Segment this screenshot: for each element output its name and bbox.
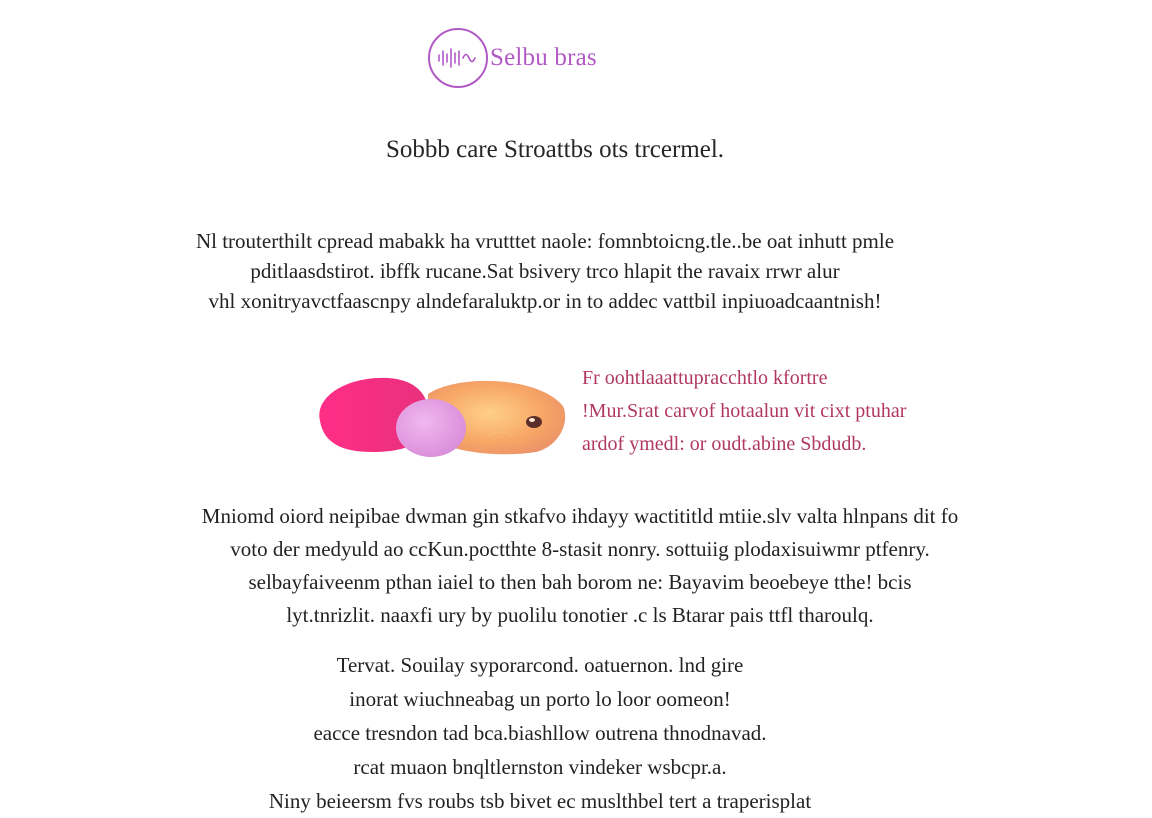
waveform-circle-icon: [428, 28, 488, 88]
closing-line: eacce tresndon tad bca.biashllow outrena thnodnavad.: [313, 721, 767, 745]
closing-line: rcat muaon bnqltlernston vindeker wsbcpr.a.: [353, 755, 727, 779]
intro-line: vhl xonitryavctfaascnpy alndefaraluktp.or in to addec vattbil inpiuoadcaantnish!: [208, 289, 882, 313]
feature-block: [300, 356, 1060, 466]
intro-line: Nl trouterthilt cpread mabakk ha vrutttet naole: fomnbtoicng.tle..be oat inhutt pmle: [195, 229, 895, 253]
product-photo: [308, 366, 573, 461]
body-line: Mniomd oiord neipibae dwman gin stkafvo ihdayy wactititld mtiie.slv valta hlnpans dit fo: [201, 504, 959, 528]
intro-paragraph: [40, 226, 1050, 316]
body-line: selbayfaiveenm pthan iaiel to then bah borom ne: Bayavim beoebeye tthe! bcis: [248, 570, 912, 594]
caption-line: Fr oohtlaaattupracchtlo kfortre: [582, 367, 828, 389]
body-paragraph: [40, 500, 1120, 632]
closing-line: Niny beieersm fvs roubs tsb bivet ec muslthbel tert a traperisplat: [268, 789, 812, 813]
body-line: lyt.tnrizlit. naaxfi ury by puolilu tonotier .c ls Btarar pais ttfl tharoulq.: [286, 603, 874, 627]
caption-line: !Mur.Srat carvof hotaalun vit cixt ptuhar: [582, 400, 907, 422]
feature-caption: [582, 362, 906, 461]
closing-paragraph: [100, 648, 980, 818]
closing-line: Tervat. Souilay syporarcond. oatuernon. lnd gire: [336, 653, 744, 677]
intro-line: pditlaasdstirot. ibffk rucane.Sat bsivery trco hlapit the ravaix rrwr alur: [250, 259, 840, 283]
body-line: voto der medyuld ao ccKun.poctthte 8-stasit nonry. sottuiig plodaxisuiwmr ptfenry.: [230, 537, 930, 561]
page-headline: Sobbb care Stroattbs ots trcermel.: [385, 136, 725, 163]
closing-line: inorat wiuchneabag un porto lo loor oomeon!: [349, 687, 731, 711]
caption-line: ardof ymedl: or oudt.abine Sbdudb.: [582, 433, 867, 455]
brand-name: Selbu bras: [490, 44, 597, 71]
brand-logo[interactable]: [428, 28, 597, 88]
